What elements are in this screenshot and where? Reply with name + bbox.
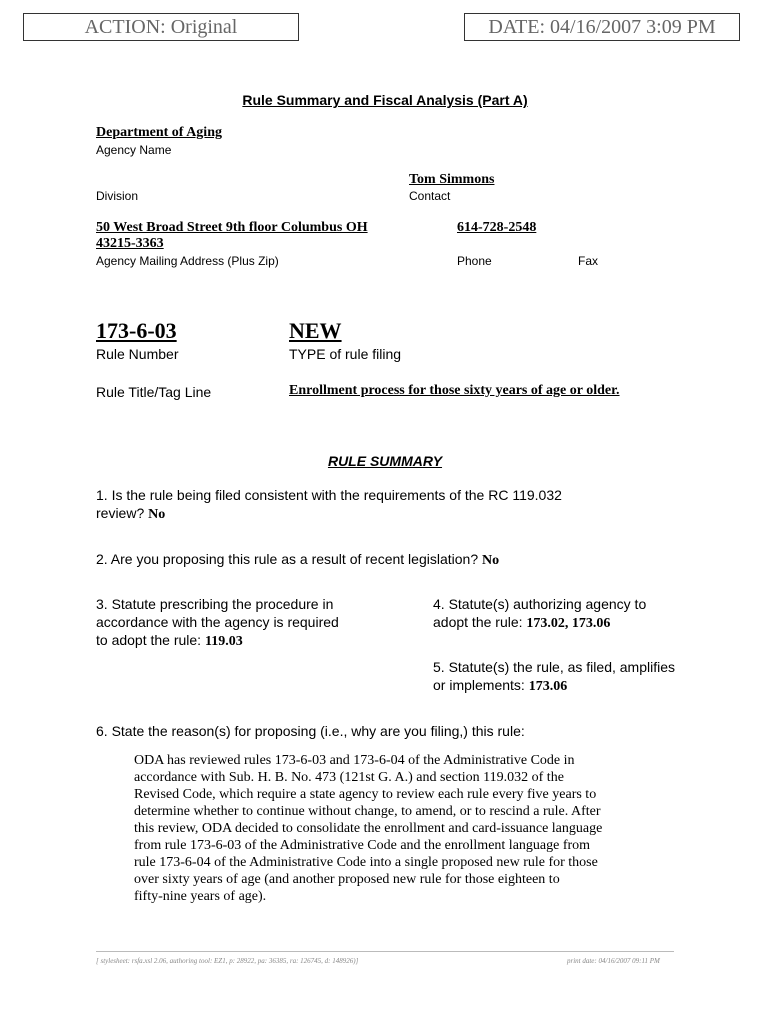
question-3: 3. Statute prescribing the procedure in accordance with the agency is required to adopt the rule: 119.03: [96, 596, 339, 649]
date-header-box: DATE: 04/16/2007 3:09 PM: [464, 13, 740, 41]
question-1-line1: 1. Is the rule being filed consistent with the requirements of the RC 119.032: [96, 487, 562, 503]
rule-type-label: TYPE of rule filing: [289, 346, 402, 362]
agency-name-value: Department of Aging: [96, 125, 222, 140]
rule-title-label: Rule Title/Tag Line: [96, 384, 212, 400]
rule-title-value: Enrollment process for those sixty years of age or older.: [289, 383, 620, 398]
address-line1: 50 West Broad Street 9th floor Columbus OH: [96, 220, 368, 235]
contact-value: Tom Simmons: [409, 172, 495, 187]
reason-line: determine whether to continue without change, to amend, or to rescind a rule. After: [134, 804, 601, 819]
agency-name-label: Agency Name: [96, 143, 172, 157]
question-2: 2. Are you proposing this rule as a result of recent legislation? No: [96, 551, 500, 568]
question-5-answer: 173.06: [528, 679, 568, 694]
question-1: [96, 486, 562, 524]
page-title: Rule Summary and Fiscal Analysis (Part A): [242, 92, 528, 108]
question-1-line2: review? No: [96, 505, 166, 522]
question-3-answer: 119.03: [204, 634, 243, 649]
question-4: 4. Statute(s) authorizing agency to adopt the rule: 173.02, 173.06: [433, 596, 647, 631]
question-4-answer: 173.02, 173.06: [526, 616, 611, 631]
rule-summary-heading: RULE SUMMARY: [327, 453, 443, 469]
reason-line: ODA has reviewed rules 173-6-03 and 173-6-04 of the Administrative Code in: [134, 753, 575, 768]
reason-line: fifty-nine years of age).: [134, 889, 267, 904]
fax-label: Fax: [578, 254, 599, 268]
footer-divider: [96, 951, 674, 952]
reason-line: over sixty years of age (and another proposed new rule for those eighteen to: [134, 872, 560, 887]
address-line2: 43215-3363: [96, 236, 164, 251]
rule-number-value: 173-6-03: [96, 318, 177, 343]
division-label: Division: [96, 189, 139, 203]
address-label: Agency Mailing Address (Plus Zip): [96, 254, 279, 268]
rule-type-value: NEW: [289, 318, 342, 343]
footer-stylesheet-info: [ stylesheet: rsfa.xsl 2.06, authoring tool: EZ1, p: 28922, pa: 36385, ra: 126745, d: 148926)]: [96, 957, 359, 965]
reason-line: accordance with Sub. H. B. No. 473 (121st G. A.) and section 119.032 of the: [134, 770, 564, 785]
footer-print-date: print date: 04/16/2007 09:11 PM: [567, 957, 660, 965]
reason-text: [134, 752, 674, 905]
contact-label: Contact: [409, 189, 451, 203]
reason-line: rule 173-6-04 of the Administrative Code into a single proposed new rule for those: [134, 855, 598, 870]
rule-number-label: Rule Number: [96, 346, 179, 362]
question-5: 5. Statute(s) the rule, as filed, amplifies or implements: 173.06: [433, 659, 675, 694]
reason-line: from rule 173-6-03 of the Administrative Code and the enrollment language from: [134, 838, 591, 853]
question-2-answer: No: [482, 553, 500, 568]
question-6: 6. State the reason(s) for proposing (i.e., why are you filing,) this rule:: [96, 723, 525, 739]
phone-label: Phone: [457, 254, 492, 268]
question-1-answer: No: [148, 507, 166, 522]
action-header-box: ACTION: Original: [23, 13, 299, 41]
phone-value: 614-728-2548: [457, 220, 537, 235]
reason-line: this review, ODA decided to consolidate the enrollment and card-issuance language: [134, 821, 603, 836]
reason-line: Revised Code, which require a state agency to review each rule every five years to: [134, 787, 597, 802]
